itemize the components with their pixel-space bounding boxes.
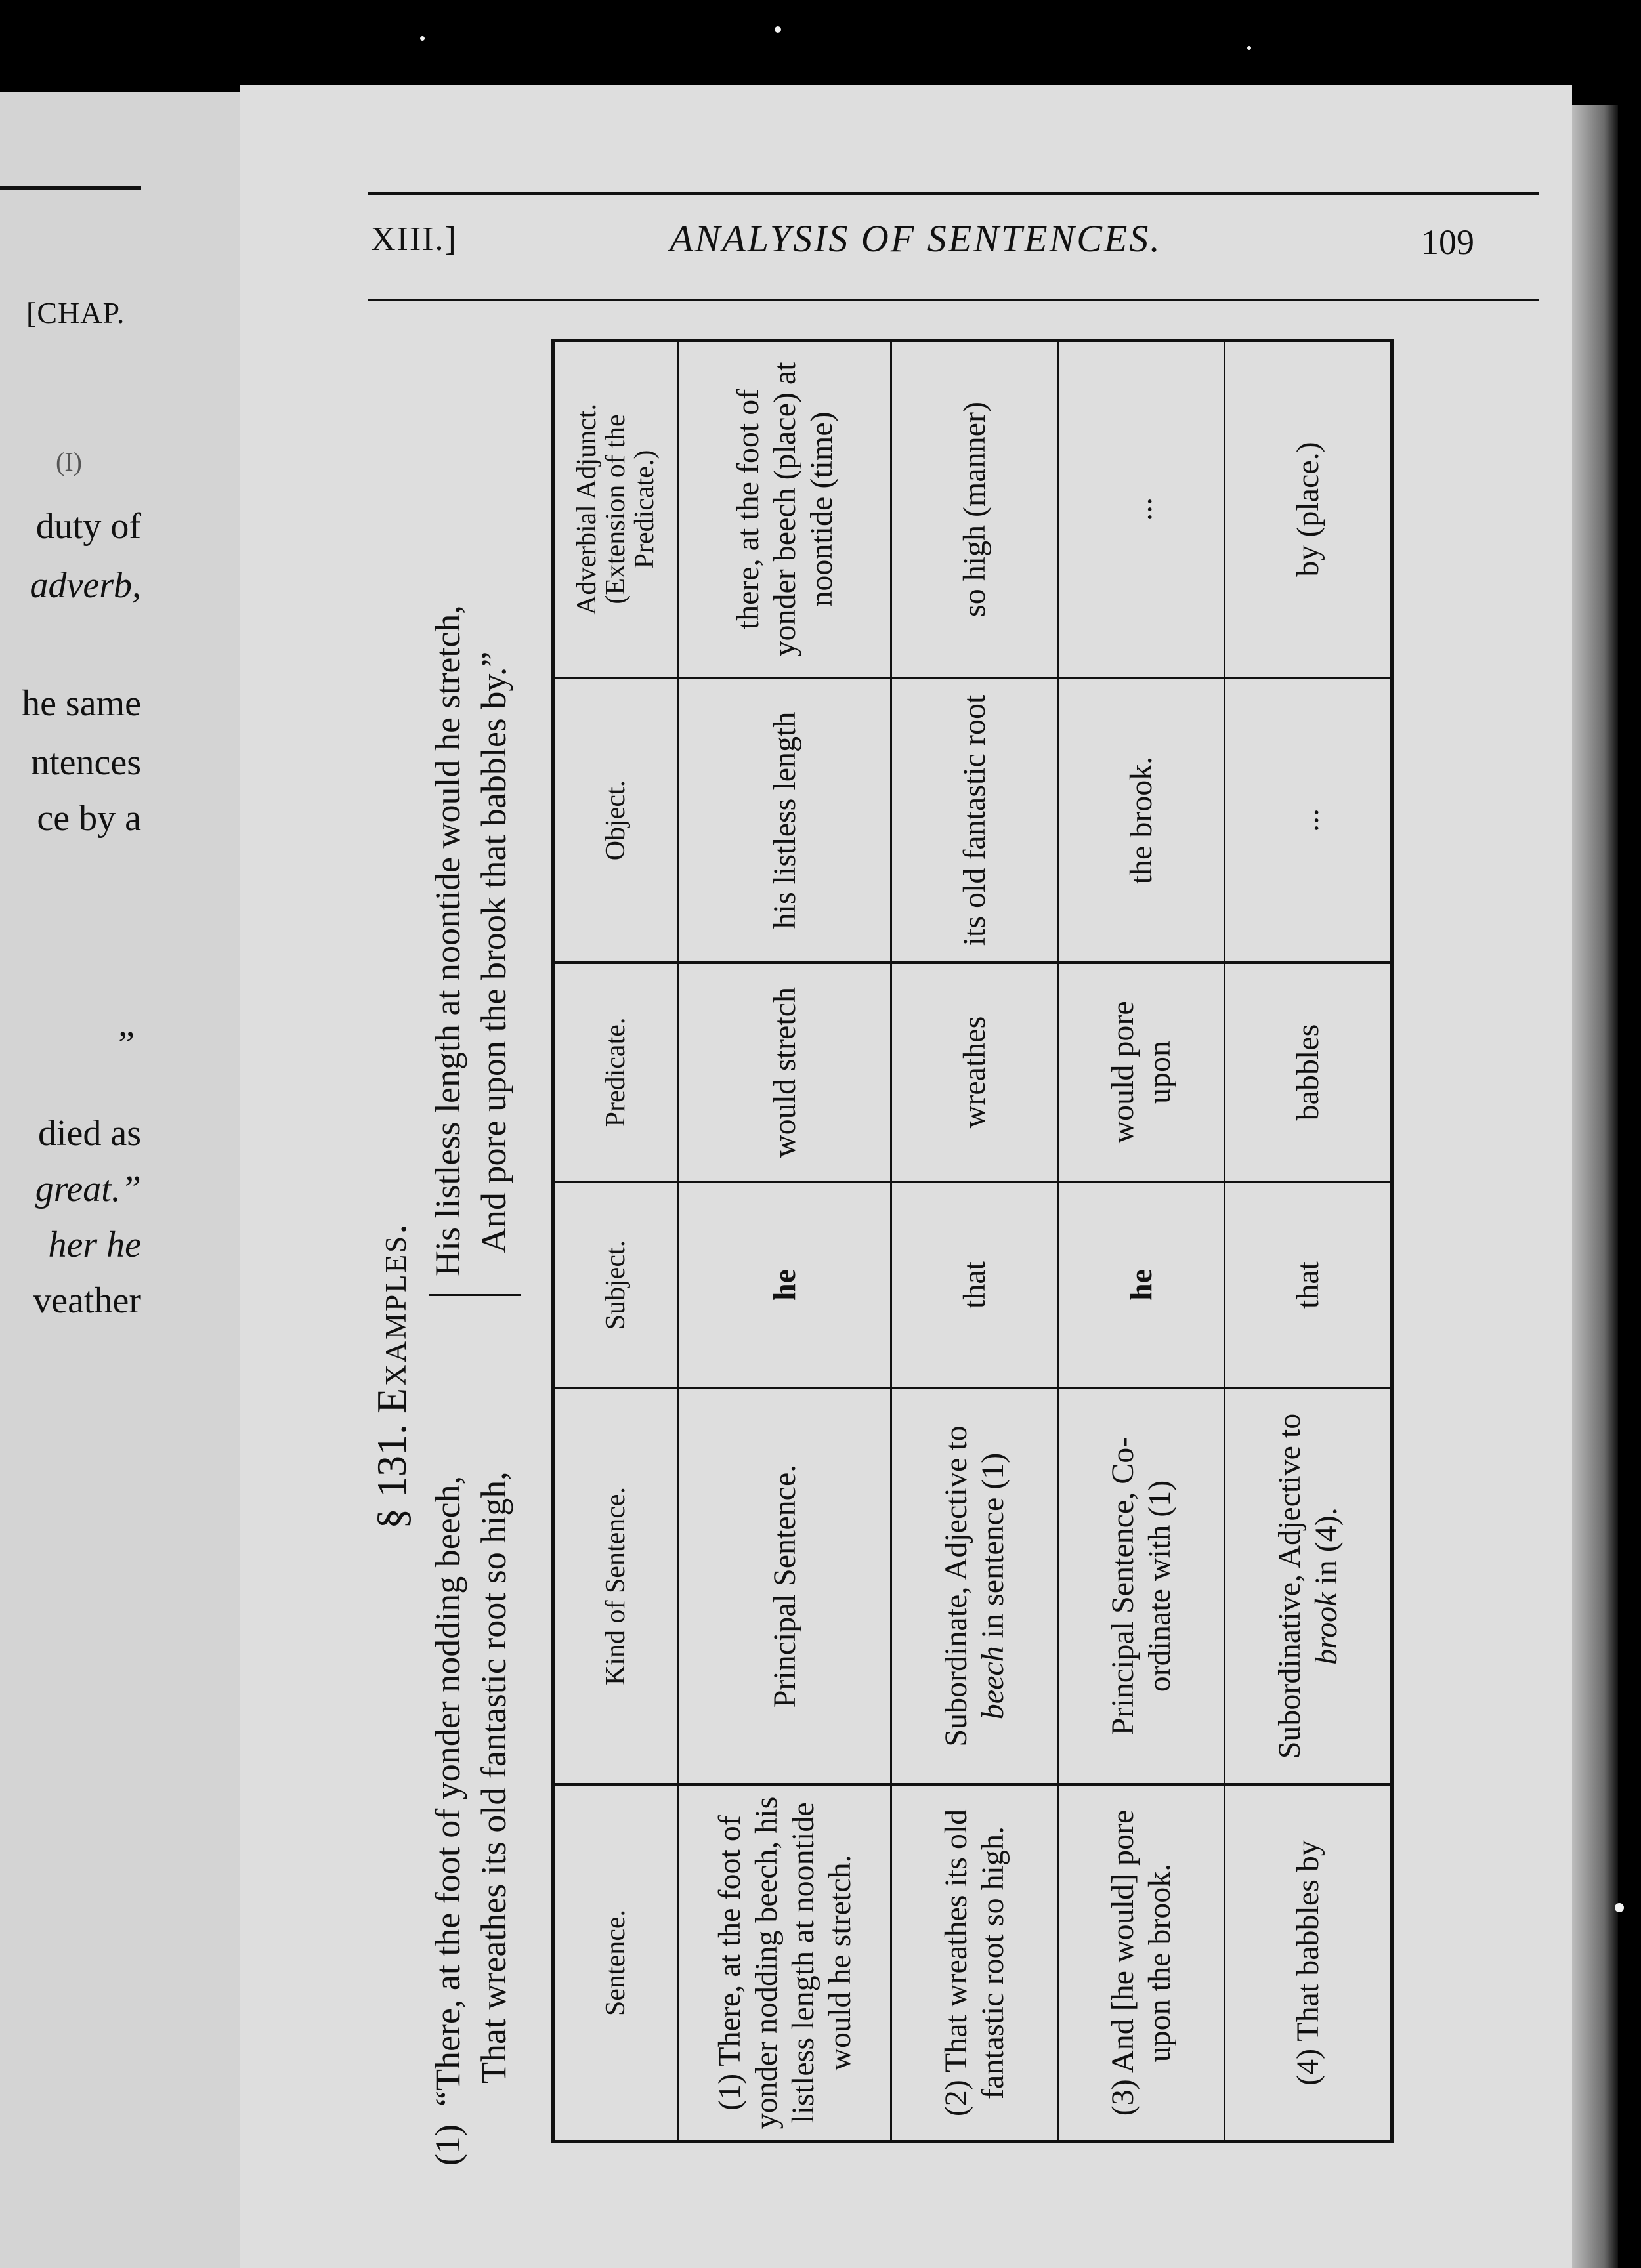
table-row xyxy=(891,341,1058,2141)
table-header-row xyxy=(553,341,679,2141)
cell-sentence: (3) And [he would] pore upon the brook. xyxy=(1058,1784,1225,2141)
cell-adjunct: there, at the foot of yonder beech (place) at noontide (time) xyxy=(678,341,891,678)
left-text-line: he same xyxy=(22,683,141,724)
scan-speck xyxy=(775,26,781,33)
cell-sentence: (4) That babbles by xyxy=(1225,1784,1392,2141)
cell-kind: Principal Sentence. xyxy=(678,1388,891,1784)
cell-object: the brook. xyxy=(1058,678,1225,963)
header-object: Object. xyxy=(553,678,679,963)
section-title: Examples. xyxy=(368,1221,415,1414)
cell-sentence: (1) There, at the foot of yonder nodding beech, his listless length at noontide would he stretch. xyxy=(678,1784,891,2141)
cell-predicate: would pore upon xyxy=(1058,963,1225,1182)
left-text-line: ce by a xyxy=(37,798,141,839)
header-predicate: Predicate. xyxy=(553,963,679,1182)
scan-speck xyxy=(1615,1903,1624,1912)
cell-object: his listless length xyxy=(678,678,891,963)
left-text-line: died as xyxy=(37,1113,141,1154)
verse-quotation xyxy=(427,394,538,2166)
page-number: 109 xyxy=(1421,222,1474,262)
analysis-table xyxy=(551,339,1394,2143)
cell-predicate: babbles xyxy=(1225,963,1392,1182)
scan-speck xyxy=(420,36,425,41)
left-text-line: veather xyxy=(33,1280,141,1321)
header-adjunct xyxy=(553,341,679,678)
table-row xyxy=(1225,341,1392,2141)
cell-kind xyxy=(1225,1388,1392,1784)
header-adjunct-line: Predicate.) xyxy=(629,450,660,569)
running-title: ANALYSIS OF SENTENCES. xyxy=(670,217,1162,260)
header-adjunct-line: Adverbial Adjunct. xyxy=(572,404,602,615)
verse-line: His listless length at noontide would he stretch, xyxy=(428,605,467,1276)
cell-kind: Principal Sentence, Co-ordinate with (1) xyxy=(1058,1388,1225,1784)
left-text-line: duty of xyxy=(35,506,141,547)
cell-object: its old fantastic root xyxy=(891,678,1058,963)
cell-adjunct: by (place.) xyxy=(1225,341,1392,678)
cell-kind-text: Subordinative, Adjective to xyxy=(1271,1413,1307,1759)
header-rule-bottom xyxy=(368,299,1539,301)
left-text-line: her he xyxy=(48,1225,141,1265)
chapter-reference: XIII.] xyxy=(371,220,458,258)
cell-kind xyxy=(891,1388,1058,1784)
cell-object: ... xyxy=(1225,678,1392,963)
rotated-content xyxy=(354,362,1418,2172)
cell-kind-text: in (4). xyxy=(1308,1507,1344,1585)
page-edge-shadow xyxy=(1572,105,1618,2268)
table-row xyxy=(1058,341,1225,2141)
verse-line: And pore upon the brook that babbles by.” xyxy=(474,651,513,1253)
left-text-line: ntences xyxy=(31,742,141,783)
left-text-line: great.” xyxy=(35,1169,141,1209)
book-page xyxy=(240,85,1572,2268)
section-number: § 131. xyxy=(368,1424,415,1529)
verse-line: That wreathes its old fantastic root so high, xyxy=(474,1471,513,2084)
cell-kind-emphasis: beech xyxy=(975,1646,1010,1720)
cell-kind-emphasis: brook xyxy=(1308,1592,1344,1665)
cell-predicate: would stretch xyxy=(678,963,891,1182)
verse-line: “There, at the foot of yonder nodding beech, xyxy=(428,1475,467,2107)
cell-adjunct: so high (manner) xyxy=(891,341,1058,678)
left-running-head: [CHAP. xyxy=(26,296,125,329)
cell-subject: he xyxy=(678,1182,891,1388)
cell-adjunct: ... xyxy=(1058,341,1225,678)
left-text-line: ” xyxy=(118,1024,135,1065)
cell-subject: that xyxy=(1225,1182,1392,1388)
previous-page xyxy=(0,92,240,2268)
cell-kind-text: in sentence (1) xyxy=(975,1452,1010,1639)
left-header-rule xyxy=(0,186,141,190)
header-kind: Kind of Sentence. xyxy=(553,1388,679,1784)
cell-sentence: (2) That wreathes its old fantastic root so high. xyxy=(891,1784,1058,2141)
section-heading xyxy=(368,938,416,1529)
header-adjunct-line: (Extension of the xyxy=(601,414,631,604)
scan-speck xyxy=(1247,46,1251,50)
left-text-line: adverb, xyxy=(30,565,141,606)
cell-kind-text: Subordinate, Adjective to xyxy=(938,1425,973,1747)
left-text-line: (I) xyxy=(56,447,82,476)
cell-subject: that xyxy=(891,1182,1058,1388)
cell-subject: he xyxy=(1058,1182,1225,1388)
table-row xyxy=(678,341,891,2141)
header-subject: Subject. xyxy=(553,1182,679,1388)
verse-divider xyxy=(429,1294,521,1296)
header-rule-top xyxy=(368,192,1539,195)
cell-predicate: wreathes xyxy=(891,963,1058,1182)
header-sentence: Sentence. xyxy=(553,1784,679,2141)
verse-number: (1) xyxy=(428,2124,467,2166)
